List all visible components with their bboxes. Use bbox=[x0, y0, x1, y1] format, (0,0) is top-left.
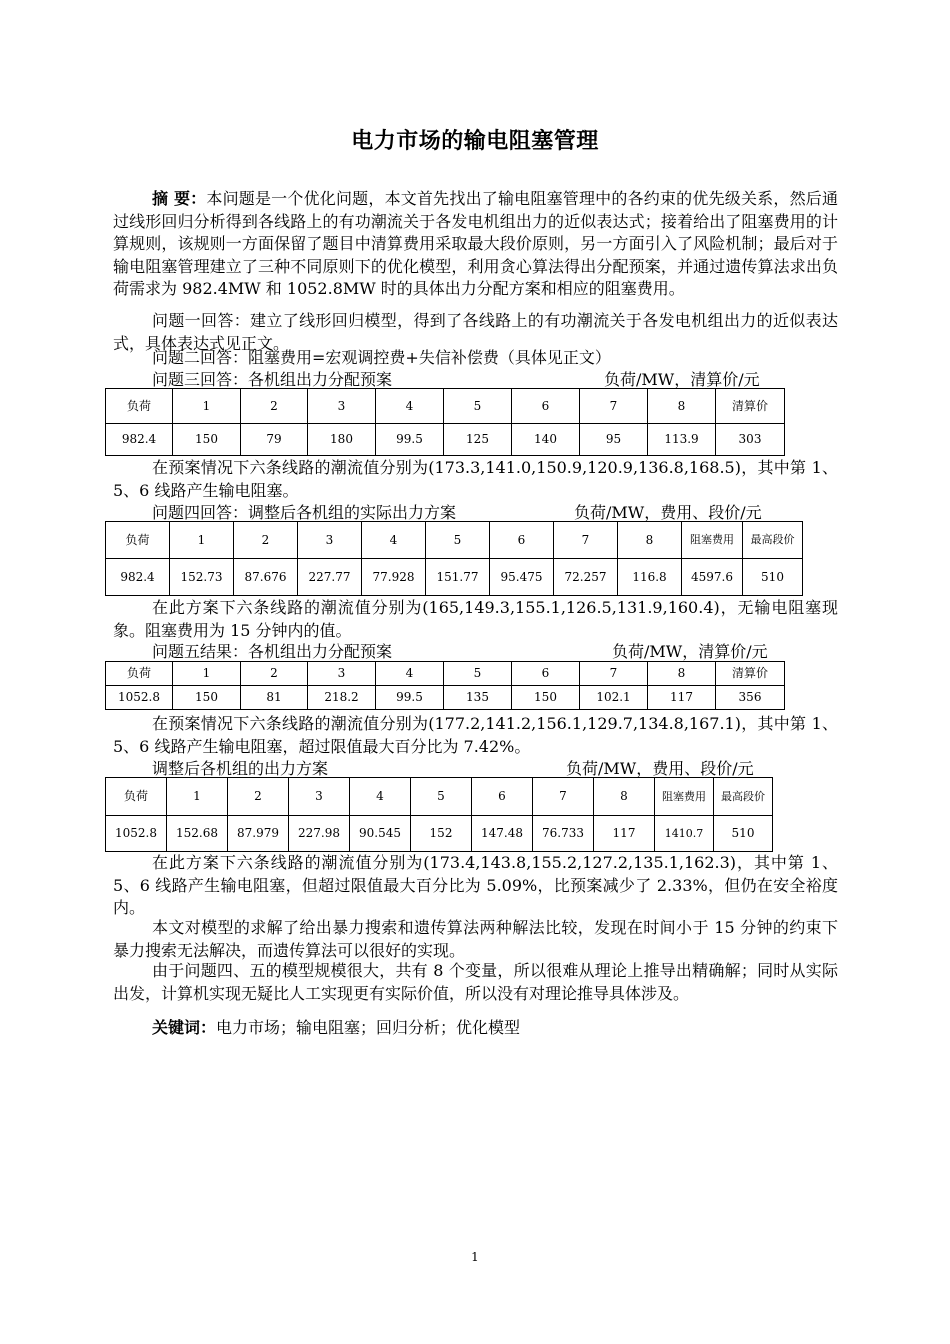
table-q5-plan bbox=[105, 661, 785, 710]
paragraph-plan-flows: 在预案情况下六条线路的潮流值分别为(173.3,141.0,150.9,120.9,136.8,168.5)，其中第 1、5、6 线路产生输电阻塞。 bbox=[113, 458, 838, 500]
table-cell: 清算价 bbox=[716, 389, 785, 424]
table-cell: 5 bbox=[444, 662, 512, 686]
table-cell: 87.979 bbox=[228, 816, 289, 852]
table-cell: 8 bbox=[594, 778, 655, 816]
table-cell: 117 bbox=[648, 686, 716, 710]
table-cell: 150 bbox=[173, 424, 241, 456]
table-cell: 5 bbox=[411, 778, 472, 816]
table-cell: 135 bbox=[444, 686, 512, 710]
table-cell: 113.9 bbox=[648, 424, 716, 456]
table-cell: 1 bbox=[167, 778, 228, 816]
table-cell: 99.5 bbox=[376, 686, 444, 710]
table-cell: 最高段价 bbox=[743, 522, 803, 559]
table-cell: 79 bbox=[241, 424, 308, 456]
table-cell: 152 bbox=[411, 816, 472, 852]
table-cell: 负荷 bbox=[106, 778, 167, 816]
table-row bbox=[106, 424, 785, 456]
table-cell: 147.48 bbox=[472, 816, 533, 852]
table-cell: 1410.7 bbox=[655, 816, 714, 852]
table-cell: 3 bbox=[308, 662, 376, 686]
table-cell: 102.1 bbox=[580, 686, 648, 710]
table-cell: 87.676 bbox=[234, 559, 298, 596]
table-cell: 3 bbox=[308, 389, 376, 424]
keywords-line bbox=[113, 1017, 838, 1040]
table-cell: 3 bbox=[289, 778, 350, 816]
table-cell: 1 bbox=[173, 662, 241, 686]
page-number: 1 bbox=[471, 1250, 479, 1264]
q5b-heading: 调整后各机组的出力方案 bbox=[152, 759, 329, 778]
table-cell: 140 bbox=[512, 424, 580, 456]
table-cell: 227.98 bbox=[289, 816, 350, 852]
table-cell: 77.928 bbox=[362, 559, 426, 596]
table-cell: 1052.8 bbox=[106, 816, 167, 852]
table-cell: 1 bbox=[170, 522, 234, 559]
table-cell: 2 bbox=[241, 662, 308, 686]
table-cell: 180 bbox=[308, 424, 376, 456]
keywords-label: 关键词： bbox=[152, 1018, 217, 1037]
table-cell: 7 bbox=[580, 389, 648, 424]
q5-heading: 问题五结果：各机组出力分配预案 bbox=[152, 642, 393, 661]
table-cell: 76.733 bbox=[533, 816, 594, 852]
table-cell: 72.257 bbox=[554, 559, 618, 596]
table-cell: 负荷 bbox=[106, 522, 170, 559]
table-cell: 218.2 bbox=[308, 686, 376, 710]
table-header-row bbox=[106, 662, 785, 686]
table-cell: 152.73 bbox=[170, 559, 234, 596]
table-row bbox=[106, 559, 803, 596]
table-cell: 4597.6 bbox=[682, 559, 743, 596]
table-row bbox=[106, 816, 773, 852]
table-cell: 8 bbox=[648, 662, 716, 686]
answer-q2: 问题二回答：阻塞费用=宏观调控费+失信补偿费（具体见正文） bbox=[152, 348, 611, 367]
table-cell: 负荷 bbox=[106, 389, 173, 424]
table-cell: 150 bbox=[173, 686, 241, 710]
table-cell: 356 bbox=[716, 686, 785, 710]
table-cell: 99.5 bbox=[376, 424, 444, 456]
table-cell: 7 bbox=[554, 522, 618, 559]
table-cell: 150 bbox=[512, 686, 580, 710]
table-cell: 阻塞费用 bbox=[655, 778, 714, 816]
table-cell: 1052.8 bbox=[106, 686, 173, 710]
paragraph-model-scale: 由于问题四、五的模型规模很大，共有 8 个变量，所以很难从理论上推导出精确解；同时从实际出发，计算机实现无疑比人工实现更有实际价值，所以没有对理论推导具体涉及。 bbox=[113, 961, 838, 1003]
table-cell: 7 bbox=[533, 778, 594, 816]
table-cell: 最高段价 bbox=[714, 778, 773, 816]
q5-unit: 负荷/MW，清算价/元 bbox=[612, 642, 768, 661]
table-cell: 81 bbox=[241, 686, 308, 710]
keywords-text: 电力市场；输电阻塞；回归分析；优化模型 bbox=[216, 1018, 521, 1037]
table-cell: 227.77 bbox=[298, 559, 362, 596]
table-cell: 6 bbox=[512, 389, 580, 424]
table-q5-adjusted bbox=[105, 777, 773, 852]
table-cell: 5 bbox=[444, 389, 512, 424]
table-q3-plan bbox=[105, 388, 785, 456]
table-header-row bbox=[106, 389, 785, 424]
q3-heading: 问题三回答：各机组出力分配预案 bbox=[152, 370, 393, 389]
table-cell: 清算价 bbox=[716, 662, 785, 686]
table-cell: 2 bbox=[234, 522, 298, 559]
table-cell: 95 bbox=[580, 424, 648, 456]
page-title: 电力市场的输电阻塞管理 bbox=[351, 129, 599, 154]
table-cell: 1 bbox=[173, 389, 241, 424]
table-cell: 510 bbox=[714, 816, 773, 852]
table-cell: 6 bbox=[472, 778, 533, 816]
q5b-unit: 负荷/MW，费用、段价/元 bbox=[566, 759, 754, 778]
table-cell: 982.4 bbox=[106, 424, 173, 456]
table-cell: 90.545 bbox=[350, 816, 411, 852]
table-cell: 7 bbox=[580, 662, 648, 686]
table-header-row bbox=[106, 522, 803, 559]
abstract-text: 本问题是一个优化问题，本文首先找出了输电阻塞管理中的各约束的优先级关系，然后通过线形回归分析得到各线路上的有功潮流关于各发电机组出力的近似表达式；接着给出了阻塞费用的计算规则，该规则一方面保留了题目中清算费用采取最大段价原则，另一方面引入了风险机制；最后对于输电阻塞管理建立了三种不同原则下的优化模型，利用贪心算法得出分配预案，并通过遗传算法求出负荷需求为 982.4MW 和 1052.8MW 时的具体出力分配方案和相应的阻塞费用。 bbox=[113, 189, 838, 298]
q4-heading: 问题四回答：调整后各机组的实际出力方案 bbox=[152, 503, 457, 522]
table-cell: 125 bbox=[444, 424, 512, 456]
table-row bbox=[106, 686, 785, 710]
table-cell: 510 bbox=[743, 559, 803, 596]
table-cell: 8 bbox=[618, 522, 682, 559]
table-cell: 95.475 bbox=[490, 559, 554, 596]
table-cell: 负荷 bbox=[106, 662, 173, 686]
table-cell: 982.4 bbox=[106, 559, 170, 596]
table-cell: 116.8 bbox=[618, 559, 682, 596]
abstract-label: 摘 要： bbox=[152, 189, 207, 208]
table-cell: 4 bbox=[350, 778, 411, 816]
table-cell: 5 bbox=[426, 522, 490, 559]
table-cell: 303 bbox=[716, 424, 785, 456]
paragraph-adjusted-flows: 在此方案下六条线路的潮流值分别为(165,149.3,155.1,126.5,131.9,160.4)，无输电阻塞现象。阻塞费用为 15 分钟内的值。 bbox=[113, 598, 838, 640]
q3-unit: 负荷/MW，清算价/元 bbox=[604, 370, 760, 389]
table-cell: 6 bbox=[490, 522, 554, 559]
table-cell: 117 bbox=[594, 816, 655, 852]
q4-unit: 负荷/MW，费用、段价/元 bbox=[574, 503, 762, 522]
table-cell: 3 bbox=[298, 522, 362, 559]
table-cell: 8 bbox=[648, 389, 716, 424]
paragraph-q5-plan-flows: 在预案情况下六条线路的潮流值分别为(177.2,141.2,156.1,129.7,134.8,167.1)，其中第 1、5、6 线路产生输电阻塞，超过限值最大百分比为 7.42%。 bbox=[113, 714, 838, 756]
table-cell: 4 bbox=[376, 389, 444, 424]
table-cell: 4 bbox=[376, 662, 444, 686]
paragraph-q5-adjusted-flows: 在此方案下六条线路的潮流值分别为(173.4,143.8,155.2,127.2,135.1,162.3)，其中第 1、5、6 线路产生输电阻塞，但超过限值最大百分比为 5.09%，比预案减少了 2.33%，但仍在安全裕度内。 bbox=[113, 853, 838, 917]
table-cell: 2 bbox=[228, 778, 289, 816]
table-cell: 152.68 bbox=[167, 816, 228, 852]
table-cell: 6 bbox=[512, 662, 580, 686]
paragraph-algorithm-comparison: 本文对模型的求解了给出暴力搜索和遗传算法两种解法比较，发现在时间小于 15 分钟的约束下暴力搜索无法解决，而遗传算法可以很好的实现。 bbox=[113, 918, 838, 960]
table-q4-adjusted bbox=[105, 521, 803, 596]
table-cell: 阻塞费用 bbox=[682, 522, 743, 559]
abstract-paragraph bbox=[113, 188, 838, 301]
table-header-row bbox=[106, 778, 773, 816]
table-cell: 4 bbox=[362, 522, 426, 559]
table-cell: 151.77 bbox=[426, 559, 490, 596]
answer-q1: 问题一回答：建立了线形回归模型，得到了各线路上的有功潮流关于各发电机组出力的近似表达式，具体表达式见正文。 bbox=[113, 311, 838, 353]
table-cell: 2 bbox=[241, 389, 308, 424]
